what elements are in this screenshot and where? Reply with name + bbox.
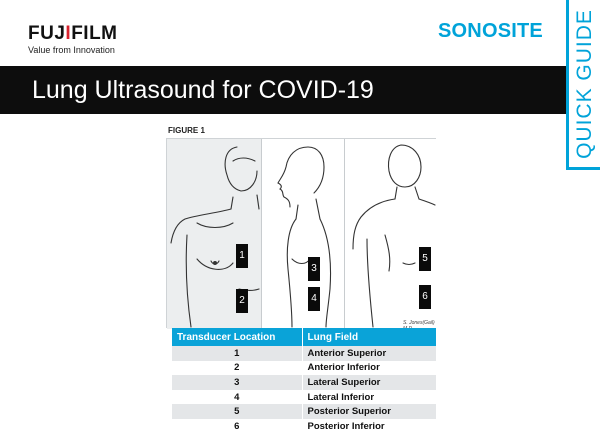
lung-field-cell: Anterior Inferior (302, 361, 436, 376)
table-row (172, 419, 436, 434)
side-torso-drawing (262, 139, 346, 329)
product-name: SONOSITE (438, 20, 543, 42)
lung-field-cell: Lateral Inferior (302, 390, 436, 405)
figure (166, 138, 436, 438)
table-row (172, 390, 436, 405)
column-header-lung-field: Lung Field (302, 328, 436, 346)
transducer-marker-5: 5 (419, 247, 431, 271)
transducer-marker-6: 6 (419, 285, 431, 309)
lung-field-cell: Posterior Inferior (302, 419, 436, 434)
transducer-marker-4: 4 (308, 287, 320, 311)
page-title: Lung Ultrasound for COVID-19 (32, 76, 374, 104)
transducer-marker-2: 2 (236, 289, 248, 313)
transducer-marker-3: 3 (308, 257, 320, 281)
location-cell: 6 (172, 419, 302, 434)
location-cell: 2 (172, 361, 302, 376)
brand-name: FUJIFILM (28, 23, 118, 44)
side-view-panel (261, 139, 345, 329)
location-cell: 3 (172, 375, 302, 390)
location-cell: 5 (172, 404, 302, 419)
brand-tagline: Value from Innovation (28, 45, 115, 55)
title-bar (0, 66, 566, 114)
fujifilm-logo (28, 24, 118, 55)
lung-field-table (172, 328, 436, 434)
column-header-location: Transducer Location (172, 328, 302, 346)
lung-field-cell: Lateral Superior (302, 375, 436, 390)
table-row (172, 404, 436, 419)
figure-illustration (166, 138, 436, 328)
table-row (172, 346, 436, 361)
table-row (172, 361, 436, 376)
transducer-marker-1: 1 (236, 244, 248, 268)
illustrator-signature: S. Jones(Gail) (403, 320, 435, 326)
table-header-row (172, 328, 436, 346)
quick-guide-label: QUICK GUIDE (572, 8, 596, 159)
table-row (172, 375, 436, 390)
location-cell: 4 (172, 390, 302, 405)
quick-guide-tab (566, 0, 600, 170)
figure-label: FIGURE 1 (168, 126, 205, 135)
lung-field-cell: Posterior Superior (302, 404, 436, 419)
location-cell: 1 (172, 346, 302, 361)
lung-field-cell: Anterior Superior (302, 346, 436, 361)
